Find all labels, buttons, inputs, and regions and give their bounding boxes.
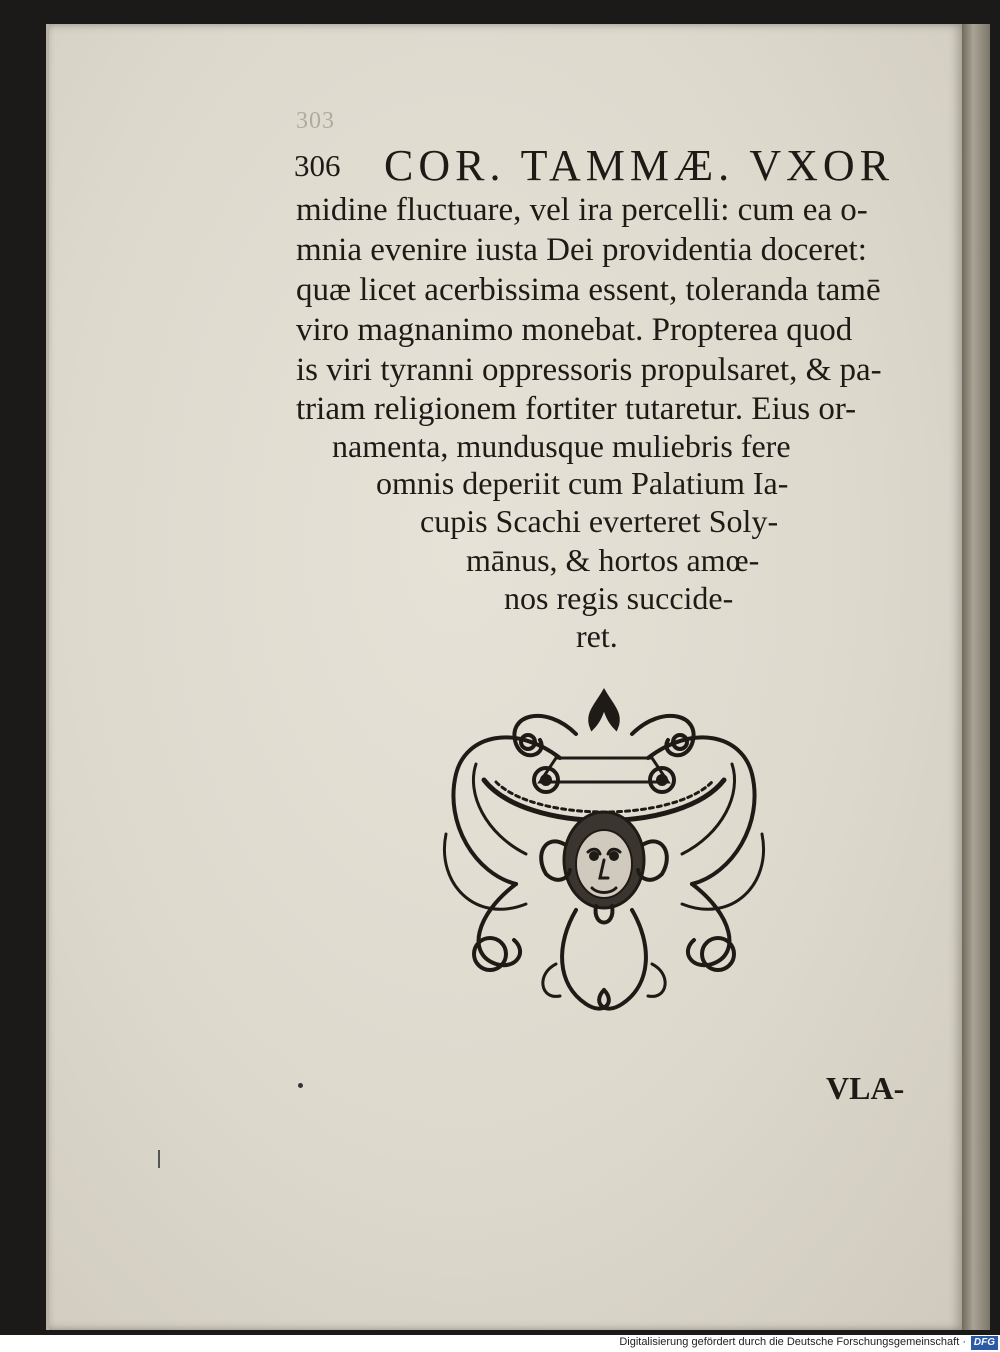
text-line: ret. xyxy=(576,618,618,654)
text-line: mānus, & hortos amœ- xyxy=(466,542,760,578)
page-left-edge xyxy=(46,24,49,1330)
dfg-logo: DFG xyxy=(971,1336,998,1350)
text-line: cupis Scachi everteret Soly- xyxy=(420,503,779,539)
text-line: is viri tyranni oppressoris propulsaret, & pa- xyxy=(296,352,882,388)
text-line: viro magnanimo monebat. Propterea quod xyxy=(296,312,853,348)
text-line: quæ licet acerbissima essent, toleranda tamē xyxy=(296,272,881,308)
catchword: VLA- xyxy=(826,1070,905,1106)
ornament-woodcut-image xyxy=(436,684,772,1024)
text-line: mnia evenire iusta Dei providentia doceret: xyxy=(296,232,867,268)
text-line: triam religionem fortiter tutaretur. Eius or- xyxy=(296,391,857,427)
page-number: 306 xyxy=(294,148,341,183)
ink-mark xyxy=(158,1150,160,1168)
page-right-edge xyxy=(962,24,990,1330)
bleed-through-page-number: 303 xyxy=(296,108,335,134)
ink-speck xyxy=(298,1083,303,1088)
text-line: omnis deperiit cum Palatium Ia- xyxy=(376,465,789,501)
text-line: nos regis succide- xyxy=(504,580,734,616)
running-head: COR. TAMMÆ. VXOR xyxy=(384,141,895,190)
digitization-credit: Digitalisierung gefördert durch die Deutsche Forschungsgemeinschaft · xyxy=(619,1336,966,1348)
text-line: namenta, mundusque muliebris fere xyxy=(332,428,791,464)
text-line: midine fluctuare, vel ira percelli: cum ea o- xyxy=(296,192,868,228)
